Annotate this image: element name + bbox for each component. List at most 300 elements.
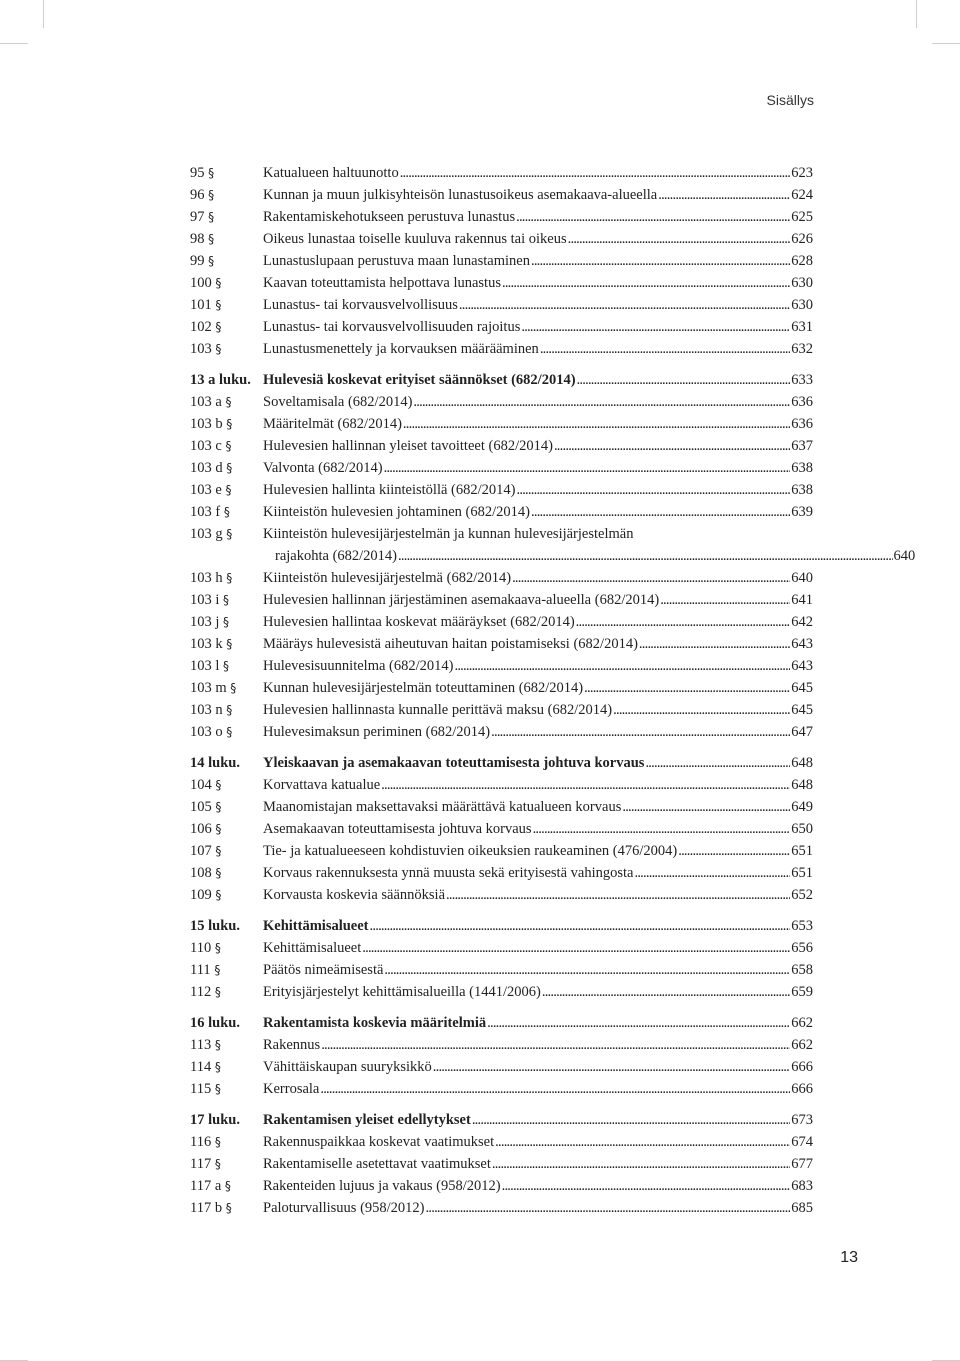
toc-entry[interactable] <box>190 655 813 677</box>
entry-page: 640 <box>893 548 916 564</box>
entry-number-text: 14 luku. <box>190 755 240 771</box>
entry-title: Määritelmät (682/2014) <box>263 416 402 432</box>
toc-entry[interactable] <box>190 677 813 699</box>
dot-leader <box>454 655 790 677</box>
entry-number-text: 115 <box>190 1081 212 1097</box>
entry-number <box>190 959 263 981</box>
entry-page: 662 <box>791 1015 813 1031</box>
toc-entry[interactable] <box>190 338 813 360</box>
section-sign-icon: § <box>225 483 232 497</box>
entry-number-text: 103 c <box>190 438 222 454</box>
entry-title: Katualueen haltuunotto <box>263 165 399 181</box>
section-sign-icon: § <box>226 637 233 651</box>
toc-entry[interactable] <box>190 1197 813 1219</box>
toc-entry[interactable] <box>190 272 813 294</box>
crop-mark <box>932 43 960 44</box>
dot-leader <box>645 752 790 774</box>
entry-title: Lunastusmenettely ja korvauksen määrääminen <box>263 341 539 357</box>
entry-number-text: 111 <box>190 962 211 978</box>
entry-title: Rakennuspaikkaa koskevat vaatimukset <box>263 1134 495 1150</box>
entry-number <box>190 228 263 250</box>
entry-title: Rakentamista koskevia määritelmiä <box>263 1015 487 1031</box>
entry-page: 653 <box>791 918 813 934</box>
entry-page: 685 <box>791 1200 813 1216</box>
toc-entry[interactable] <box>190 501 813 523</box>
entry-title: Paloturvallisuus (958/2012) <box>263 1200 425 1216</box>
entry-number-text: 97 <box>190 209 205 225</box>
entry-number <box>190 206 263 228</box>
entry-number-text: 103 m <box>190 680 227 696</box>
entry-number <box>190 915 263 937</box>
entry-number-text: 96 <box>190 187 205 203</box>
entry-number <box>190 501 263 523</box>
entry-page: 674 <box>791 1134 813 1150</box>
entry-number <box>190 1034 263 1056</box>
toc-entry[interactable] <box>190 294 813 316</box>
section-sign-icon: § <box>214 941 221 955</box>
dot-leader <box>433 1056 791 1078</box>
entry-number <box>190 391 263 413</box>
toc-entry[interactable] <box>190 840 813 862</box>
entry-number-text: 117 a <box>190 1178 222 1194</box>
entry-number <box>190 1078 263 1100</box>
dot-leader <box>502 272 790 294</box>
dot-leader <box>320 1078 790 1100</box>
entry-number-text: 106 <box>190 821 212 837</box>
section-sign-icon: § <box>226 725 233 739</box>
entry-number <box>190 699 263 721</box>
entry-page: 633 <box>791 372 813 388</box>
entry-number-text: 101 <box>190 297 212 313</box>
entry-page: 628 <box>791 253 813 269</box>
dot-leader <box>584 677 790 699</box>
entry-number-text: 98 <box>190 231 205 247</box>
entry-number <box>190 1153 263 1175</box>
entry-title: Kehittämisalueet <box>263 940 362 956</box>
entry-number-text: 110 <box>190 940 212 956</box>
section-sign-icon: § <box>215 844 222 858</box>
entry-number-text: 103 j <box>190 614 220 630</box>
dot-leader <box>370 915 791 937</box>
dot-leader <box>472 1109 790 1131</box>
section-sign-icon: § <box>226 417 233 431</box>
section-sign-icon: § <box>214 1082 221 1096</box>
section-sign-icon: § <box>226 461 233 475</box>
section-sign-icon: § <box>215 342 222 356</box>
dot-leader <box>634 862 790 884</box>
toc-entry[interactable] <box>190 721 813 743</box>
entry-title: Hulevesisuunnitelma (682/2014) <box>263 658 454 674</box>
entry-title: Hulevesien hallinnan yleiset tavoitteet (682/2014) <box>263 438 553 454</box>
entry-title: Hulevesimaksun periminen (682/2014) <box>263 724 491 740</box>
toc-entry[interactable] <box>190 633 813 655</box>
chapter-heading[interactable] <box>190 1012 813 1034</box>
entry-page: 640 <box>791 570 813 586</box>
section-sign-icon: § <box>226 703 233 717</box>
toc-entry[interactable] <box>190 862 813 884</box>
entry-number-text: 103 b <box>190 416 223 432</box>
toc-entry[interactable] <box>190 818 813 840</box>
entry-number-text: 103 n <box>190 702 223 718</box>
entry-number-text: 103 <box>190 341 212 357</box>
entry-page: 630 <box>791 275 813 291</box>
entry-number <box>190 272 263 294</box>
toc-entry[interactable] <box>190 228 813 250</box>
chapter-heading[interactable] <box>190 369 813 391</box>
entry-title-block <box>263 523 915 567</box>
entry-page: 638 <box>791 482 813 498</box>
entry-page: 683 <box>791 1178 813 1194</box>
toc-entry[interactable] <box>190 435 813 457</box>
entry-page: 652 <box>791 887 813 903</box>
toc-entry[interactable] <box>190 316 813 338</box>
running-header: Sisällys <box>766 92 814 108</box>
entry-number <box>190 884 263 906</box>
dot-leader <box>554 435 790 457</box>
entry-number <box>190 1175 263 1197</box>
entry-title: Rakennus <box>263 1037 321 1053</box>
section-sign-icon: § <box>215 822 222 836</box>
page-number: 13 <box>840 1249 858 1266</box>
dot-leader <box>381 774 790 796</box>
section-sign-icon: § <box>215 888 222 902</box>
section-sign-icon: § <box>223 615 230 629</box>
crop-mark <box>0 43 28 44</box>
dot-leader <box>398 545 892 567</box>
section-sign-icon: § <box>215 778 222 792</box>
dot-leader <box>403 413 790 435</box>
entry-number <box>190 1109 263 1131</box>
entry-page: 638 <box>791 460 813 476</box>
entry-number-text: 102 <box>190 319 212 335</box>
section-sign-icon: § <box>223 659 230 673</box>
entry-page: 641 <box>791 592 813 608</box>
entry-number <box>190 840 263 862</box>
entry-number-text: 117 <box>190 1156 212 1172</box>
toc-entry[interactable] <box>190 796 813 818</box>
entry-page: 651 <box>791 865 813 881</box>
entry-title: Erityisjärjestelyt kehittämisalueilla (1441/2006) <box>263 984 541 1000</box>
toc-entry[interactable] <box>190 611 813 633</box>
entry-number <box>190 937 263 959</box>
section-sign-icon: § <box>214 963 221 977</box>
section-sign-icon: § <box>208 210 215 224</box>
entry-number-text: 103 g <box>190 526 223 542</box>
entry-page: 659 <box>791 984 813 1000</box>
entry-number-text: 107 <box>190 843 212 859</box>
entry-number-text: 15 luku. <box>190 918 240 934</box>
entry-title: Kunnan ja muun julkisyhteisön lunastusoikeus asemakaava-alueella <box>263 187 658 203</box>
dot-leader <box>576 611 791 633</box>
entry-page: 666 <box>791 1059 813 1075</box>
toc-entry[interactable] <box>190 1175 813 1197</box>
dot-leader <box>531 250 790 272</box>
entry-number <box>190 677 263 699</box>
entry-number-text: 103 h <box>190 570 223 586</box>
entry-page: 636 <box>791 394 813 410</box>
toc-entry[interactable] <box>190 884 813 906</box>
section-sign-icon: § <box>215 800 222 814</box>
section-sign-icon: § <box>214 1038 221 1052</box>
entry-title: Määräys hulevesistä aiheutuvan haitan poistamiseksi (682/2014) <box>263 636 638 652</box>
entry-number-text: 103 e <box>190 482 222 498</box>
entry-page: 645 <box>791 702 813 718</box>
entry-page: 642 <box>791 614 813 630</box>
entry-title: Soveltamisala (682/2014) <box>263 394 413 410</box>
dot-leader <box>533 818 791 840</box>
toc-entry[interactable] <box>190 1078 813 1100</box>
entry-title: Kiinteistön hulevesijärjestelmän ja kunnan hulevesijärjestelmän <box>263 526 634 542</box>
entry-page: 643 <box>791 658 813 674</box>
entry-number-text: 104 <box>190 777 212 793</box>
entry-number <box>190 589 263 611</box>
dot-leader <box>639 633 790 655</box>
entry-title: Hulevesien hallinnan järjestäminen asemakaava-alueella (682/2014) <box>263 592 660 608</box>
entry-number-text: 103 k <box>190 636 223 652</box>
entry-number-text: 117 b <box>190 1200 223 1216</box>
entry-title: Lunastus- tai korvausvelvollisuus <box>263 297 458 313</box>
entry-page: 649 <box>791 799 813 815</box>
dot-leader <box>502 1175 791 1197</box>
entry-title: Rakenteiden lujuus ja vakaus (958/2012) <box>263 1178 501 1194</box>
dot-leader <box>521 316 790 338</box>
entry-number-text: 114 <box>190 1059 212 1075</box>
section-sign-icon: § <box>215 866 222 880</box>
entry-page: 632 <box>791 341 813 357</box>
entry-title: Kunnan hulevesijärjestelmän toteuttaminen (682/2014) <box>263 680 584 696</box>
entry-number-text: 116 <box>190 1134 212 1150</box>
dot-leader <box>384 959 790 981</box>
toc-entry[interactable] <box>190 1056 813 1078</box>
entry-number <box>190 774 263 796</box>
section-sign-icon: § <box>226 571 233 585</box>
entry-number <box>190 1197 263 1219</box>
entry-number-text: 113 <box>190 1037 212 1053</box>
toc-entry[interactable] <box>190 457 813 479</box>
chapter-heading[interactable] <box>190 1109 813 1131</box>
crop-mark <box>916 0 917 28</box>
section-sign-icon: § <box>215 298 222 312</box>
entry-number <box>190 611 263 633</box>
entry-number-text: 16 luku. <box>190 1015 240 1031</box>
entry-page: 648 <box>791 755 813 771</box>
entry-title: Oikeus lunastaa toiselle kuuluva rakennus tai oikeus <box>263 231 567 247</box>
dot-leader <box>492 1153 790 1175</box>
entry-title: Kerrosala <box>263 1081 320 1097</box>
entry-page: 673 <box>791 1112 813 1128</box>
toc-entry[interactable] <box>190 699 813 721</box>
entry-title: Korvattava katualue <box>263 777 381 793</box>
toc-entry[interactable] <box>190 1153 813 1175</box>
section-sign-icon: § <box>214 1157 221 1171</box>
entry-number <box>190 184 263 206</box>
entry-number <box>190 818 263 840</box>
entry-number <box>190 655 263 677</box>
entry-title: Maanomistajan maksettavaksi määrättävä katualueen korvaus <box>263 799 622 815</box>
toc-entry[interactable] <box>190 413 813 435</box>
dot-leader <box>495 1131 790 1153</box>
entry-number-text: 100 <box>190 275 212 291</box>
dot-leader <box>426 1197 791 1219</box>
entry-page: 658 <box>791 962 813 978</box>
toc-entry[interactable] <box>190 523 916 567</box>
dot-leader <box>459 294 790 316</box>
entry-number-text: 103 d <box>190 460 223 476</box>
entry-number <box>190 435 263 457</box>
dot-leader <box>517 479 791 501</box>
toc-entry[interactable] <box>190 567 813 589</box>
crop-mark <box>43 0 44 28</box>
chapter-heading[interactable] <box>190 915 813 937</box>
dot-leader <box>622 796 790 818</box>
entry-number-text: 103 i <box>190 592 220 608</box>
section-sign-icon: § <box>230 681 237 695</box>
entry-number-text: 112 <box>190 984 212 1000</box>
dot-leader <box>512 567 790 589</box>
section-sign-icon: § <box>225 439 232 453</box>
dot-leader <box>660 589 790 611</box>
entry-title: Valvonta (682/2014) <box>263 460 383 476</box>
entry-title: Rakentamiselle asetettavat vaatimukset <box>263 1156 491 1172</box>
toc-entry[interactable] <box>190 1034 813 1056</box>
entry-number <box>190 338 263 360</box>
section-sign-icon: § <box>215 276 222 290</box>
entry-number <box>190 316 263 338</box>
entry-number-text: 108 <box>190 865 212 881</box>
entry-number <box>190 796 263 818</box>
entry-number <box>190 1056 263 1078</box>
entry-title: Kaavan toteuttamista helpottava lunastus <box>263 275 501 291</box>
entry-page: 650 <box>791 821 813 837</box>
toc-entry[interactable] <box>190 589 813 611</box>
entry-number <box>190 721 263 743</box>
toc-entry[interactable] <box>190 937 813 959</box>
entry-number-text: 95 <box>190 165 205 181</box>
section-sign-icon: § <box>225 395 232 409</box>
entry-number <box>190 523 263 545</box>
entry-page: 630 <box>791 297 813 313</box>
entry-page: 631 <box>791 319 813 335</box>
entry-page: 626 <box>791 231 813 247</box>
toc-entry[interactable] <box>190 959 813 981</box>
entry-page: 624 <box>791 187 813 203</box>
dot-leader <box>613 699 790 721</box>
entry-number <box>190 294 263 316</box>
entry-number <box>190 1131 263 1153</box>
section-sign-icon: § <box>215 320 222 334</box>
dot-leader <box>568 228 791 250</box>
toc-entry[interactable] <box>190 981 813 1003</box>
entry-number-text: 103 l <box>190 658 220 674</box>
entry-page: 639 <box>791 504 813 520</box>
toc-entry[interactable] <box>190 184 813 206</box>
section-sign-icon: § <box>208 166 215 180</box>
section-sign-icon: § <box>223 505 230 519</box>
entry-title-continued: rajakohta (682/2014) <box>275 548 398 564</box>
dot-leader <box>678 840 790 862</box>
dot-leader <box>321 1034 790 1056</box>
entry-title: Tie- ja katualueeseen kohdistuvien oikeuksien raukeaminen (476/2004) <box>263 843 678 859</box>
entry-title: Lunastus- tai korvausvelvollisuuden rajoitus <box>263 319 521 335</box>
section-sign-icon: § <box>208 188 215 202</box>
entry-number <box>190 413 263 435</box>
section-sign-icon: § <box>223 593 230 607</box>
entry-title: Kehittämisalueet <box>263 918 369 934</box>
entry-title: Lunastuslupaan perustuva maan lunastaminen <box>263 253 530 269</box>
entry-page: 623 <box>791 165 813 181</box>
dot-leader <box>446 884 790 906</box>
entry-number <box>190 479 263 501</box>
dot-leader <box>658 184 790 206</box>
entry-number-text: 109 <box>190 887 212 903</box>
dot-leader <box>516 206 790 228</box>
section-sign-icon: § <box>208 232 215 246</box>
toc-entry[interactable] <box>190 162 813 184</box>
entry-number <box>190 981 263 1003</box>
entry-title: Päätös nimeämisestä <box>263 962 384 978</box>
toc-entry[interactable] <box>190 250 813 272</box>
section-sign-icon: § <box>226 527 233 541</box>
entry-number-text: 103 a <box>190 394 222 410</box>
dot-leader <box>413 391 790 413</box>
entry-title: Asemakaavan toteuttamisesta johtuva korvaus <box>263 821 532 837</box>
dot-leader <box>540 338 790 360</box>
table-of-contents <box>190 162 916 1219</box>
toc-entry[interactable] <box>190 479 813 501</box>
dot-leader <box>362 937 790 959</box>
entry-page: 677 <box>791 1156 813 1172</box>
entry-number-text: 105 <box>190 799 212 815</box>
entry-number-text: 103 f <box>190 504 221 520</box>
entry-title: Hulevesien hallinnasta kunnalle perittävä maksu (682/2014) <box>263 702 613 718</box>
entry-page: 625 <box>791 209 813 225</box>
section-sign-icon: § <box>225 1201 232 1215</box>
entry-page: 645 <box>791 680 813 696</box>
entry-number <box>190 862 263 884</box>
section-sign-icon: § <box>214 1060 221 1074</box>
entry-title: Korvaus rakennuksesta ynnä muusta sekä erityisestä vahingosta <box>263 865 634 881</box>
entry-number <box>190 752 263 774</box>
dot-leader <box>542 981 790 1003</box>
dot-leader <box>487 1012 790 1034</box>
entry-page: 666 <box>791 1081 813 1097</box>
toc-entry[interactable] <box>190 774 813 796</box>
chapter-heading[interactable] <box>190 752 813 774</box>
entry-title: Rakentamisen yleiset edellytykset <box>263 1112 471 1128</box>
toc-entry[interactable] <box>190 1131 813 1153</box>
section-sign-icon: § <box>224 1179 231 1193</box>
entry-title: Hulevesien hallintaa koskevat määräykset (682/2014) <box>263 614 575 630</box>
toc-entry[interactable] <box>190 391 813 413</box>
entry-title: Rakentamiskehotukseen perustuva lunastus <box>263 209 516 225</box>
entry-number <box>190 162 263 184</box>
section-sign-icon: § <box>208 254 215 268</box>
entry-number-text: 17 luku. <box>190 1112 240 1128</box>
entry-page: 636 <box>791 416 813 432</box>
entry-number-text: 103 o <box>190 724 223 740</box>
dot-leader <box>577 369 791 391</box>
entry-number <box>190 250 263 272</box>
entry-page: 651 <box>791 843 813 859</box>
entry-page: 662 <box>791 1037 813 1053</box>
entry-number <box>190 369 263 391</box>
entry-title: Kiinteistön hulevesien johtaminen (682/2014) <box>263 504 530 520</box>
entry-number <box>190 633 263 655</box>
section-sign-icon: § <box>214 1135 221 1149</box>
entry-title: Kiinteistön hulevesijärjestelmä (682/2014) <box>263 570 512 586</box>
toc-entry[interactable] <box>190 206 813 228</box>
entry-page: 656 <box>791 940 813 956</box>
